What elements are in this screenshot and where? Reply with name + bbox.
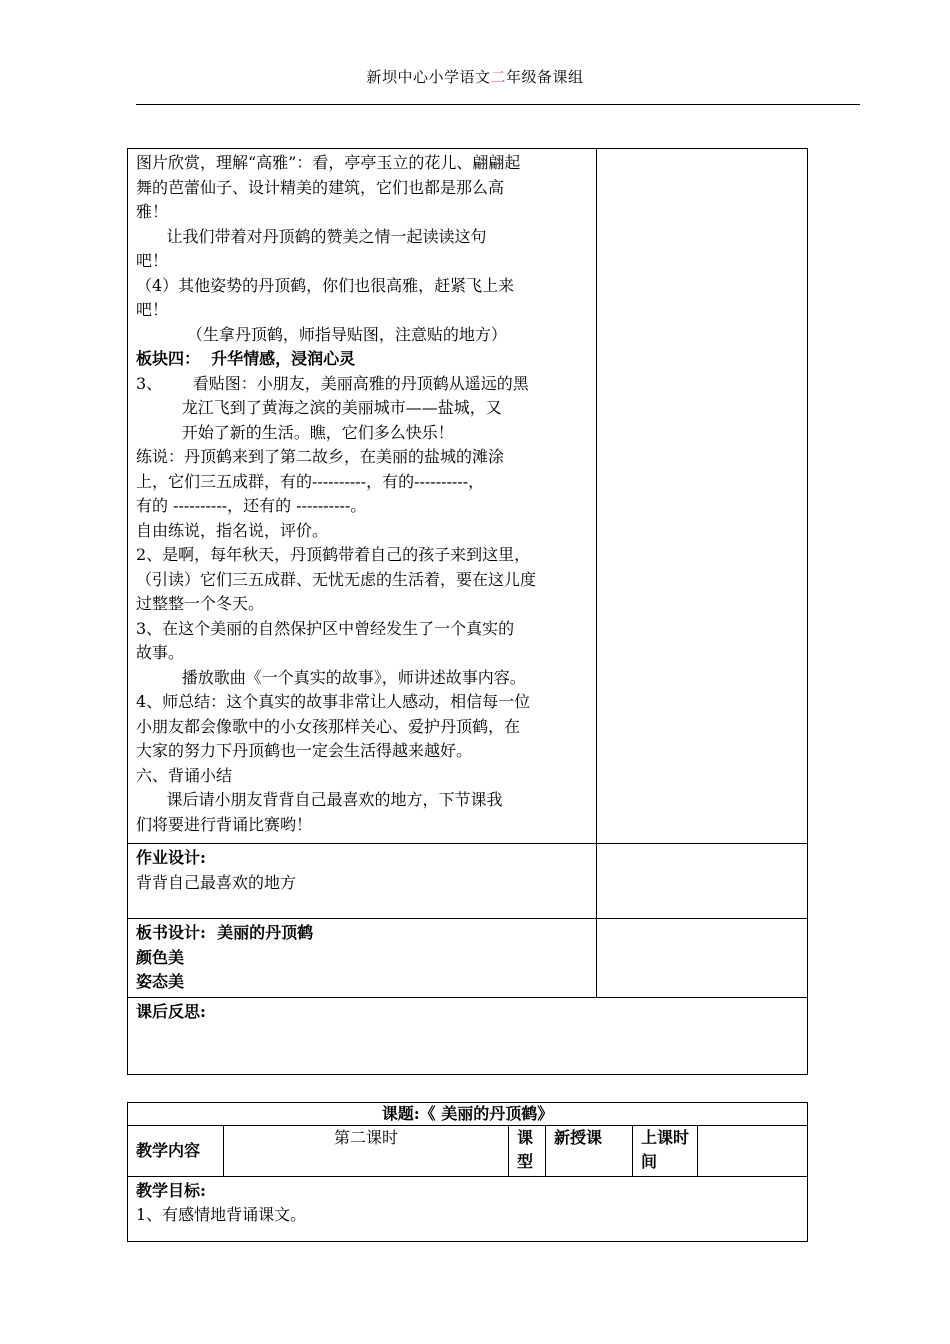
blackboard-label: 板书设计: bbox=[136, 923, 206, 942]
lesson-body-line: 课后请小朋友背背自己最喜欢的地方，下节课我 bbox=[136, 790, 503, 809]
lesson-body-line: 大家的努力下丹顶鹤也一定会生活得越来越好。 bbox=[136, 741, 473, 760]
blackboard-row bbox=[128, 919, 808, 998]
next-lesson-title: 课题:《 美丽的丹顶鹤》 bbox=[128, 1103, 808, 1126]
next-lesson-title-row bbox=[128, 1103, 808, 1126]
reflection-label: 课后反思: bbox=[136, 1001, 206, 1021]
homework-label: 作业设计: bbox=[136, 848, 206, 867]
header-title-pre: 新坝中心小学语文 bbox=[366, 68, 491, 86]
lesson-body-line: 雅！ bbox=[136, 202, 169, 221]
homework-cell bbox=[128, 844, 597, 919]
lesson-body-text bbox=[136, 151, 588, 837]
lesson-body-line: （引读）它们三五成群、无忧无虑的生活着，要在这儿度 bbox=[136, 569, 537, 589]
lesson-body-line: （4）其他姿势的丹顶鹤，你们也很高雅，赶紧飞上来 bbox=[136, 275, 515, 295]
lesson-body-line: 开始了新的生活。瞧，它们多么快乐！ bbox=[136, 422, 454, 442]
lesson-body-line: 自由练说，指名说，评价。 bbox=[136, 520, 329, 540]
objective-label: 教学目标: bbox=[136, 1181, 206, 1200]
homework-content: 背背自己最喜欢的地方 bbox=[136, 872, 297, 892]
page-header bbox=[0, 66, 950, 87]
objective-cell bbox=[128, 1177, 808, 1242]
blackboard-heading bbox=[136, 921, 588, 946]
lesson-body-line: 3、在这个美丽的自然保护区中曾经发生了一个真实的 bbox=[136, 618, 515, 638]
next-lesson-info-row bbox=[128, 1126, 808, 1177]
lesson-body-line: 2、是啊，每年秋天，丹顶鹤带着自己的孩子来到这里， bbox=[136, 545, 531, 564]
blackboard-line-color: 颜色美 bbox=[136, 947, 185, 967]
lesson-body-line: 有的 ----------，还有的 ----------。 bbox=[136, 496, 367, 515]
reflection-cell bbox=[128, 997, 808, 1074]
lesson-body-line: 小朋友都会像歌中的小女孩那样关心、爱护丹顶鹤，在 bbox=[136, 716, 521, 736]
period-value: 第二课时 bbox=[224, 1126, 509, 1177]
lesson-body-line: 舞的芭蕾仙子、设计精美的建筑，它们也都是那么高 bbox=[136, 177, 505, 197]
lesson-body-line: 播放歌曲《一个真实的故事》，师讲述故事内容。 bbox=[136, 667, 526, 687]
header-title-accent: 二 bbox=[490, 68, 506, 86]
header-rule bbox=[136, 104, 860, 105]
blackboard-notes-cell bbox=[597, 919, 808, 998]
type-value: 新授课 bbox=[546, 1126, 633, 1177]
lesson-body-line: 吧！ bbox=[136, 251, 169, 270]
lesson-body-line: 过整整一个冬天。 bbox=[136, 594, 265, 613]
lesson-body-notes-cell bbox=[597, 149, 808, 844]
blackboard-cell bbox=[128, 919, 597, 998]
lesson-body-line: 练说：丹顶鹤来到了第二故乡，在美丽的盐城的滩涂 bbox=[136, 447, 505, 466]
blackboard-title: 美丽的丹顶鹤 bbox=[217, 923, 314, 942]
lesson-body-row bbox=[128, 149, 808, 844]
type-label: 课型 bbox=[509, 1126, 546, 1177]
homework-notes-cell bbox=[597, 844, 808, 919]
lesson-body-line: 3、 看贴图：小朋友，美丽高雅的丹顶鹤从遥远的黑 bbox=[136, 373, 529, 393]
lesson-body-line: 龙江飞到了黄海之滨的美丽城市——盐城，又 bbox=[136, 398, 502, 417]
lesson-plan-table bbox=[127, 148, 808, 1075]
reflection-row bbox=[128, 997, 808, 1074]
lesson-body-line: 上，它们三五成群，有的----------，有的----------， bbox=[136, 471, 485, 491]
content-label: 教学内容 bbox=[128, 1126, 224, 1177]
time-value bbox=[698, 1126, 808, 1177]
lesson-body-line: 们将要进行背诵比赛哟！ bbox=[136, 814, 313, 834]
homework-row bbox=[128, 844, 808, 919]
time-label: 上课时间 bbox=[633, 1126, 698, 1177]
lesson-body-line: 图片欣赏，理解“高雅”：看，亭亭玉立的花儿、翩翩起 bbox=[136, 153, 521, 172]
lesson-body-line: （生拿丹顶鹤，师指导贴图，注意贴的地方） bbox=[136, 324, 507, 344]
blackboard-line-posture: 姿态美 bbox=[136, 972, 185, 991]
objective-row bbox=[128, 1177, 808, 1242]
lesson-body-line: 吧！ bbox=[136, 300, 169, 319]
objective-item-1: 1、有感情地背诵课文。 bbox=[136, 1205, 307, 1224]
next-lesson-table bbox=[127, 1102, 808, 1242]
header-title-post: 年级备课组 bbox=[506, 68, 584, 86]
lesson-body-line: 六、背诵小结 bbox=[136, 765, 233, 785]
lesson-body-line: 故事。 bbox=[136, 643, 185, 662]
lesson-body-line: 让我们带着对丹顶鹤的赞美之情一起读读这句 bbox=[136, 226, 487, 246]
lesson-body-line: 板块四： 升华情感，浸润心灵 bbox=[136, 349, 356, 368]
lesson-body-cell bbox=[128, 149, 597, 844]
lesson-body-line: 4、师总结：这个真实的故事非常让人感动，相信每一位 bbox=[136, 692, 531, 711]
